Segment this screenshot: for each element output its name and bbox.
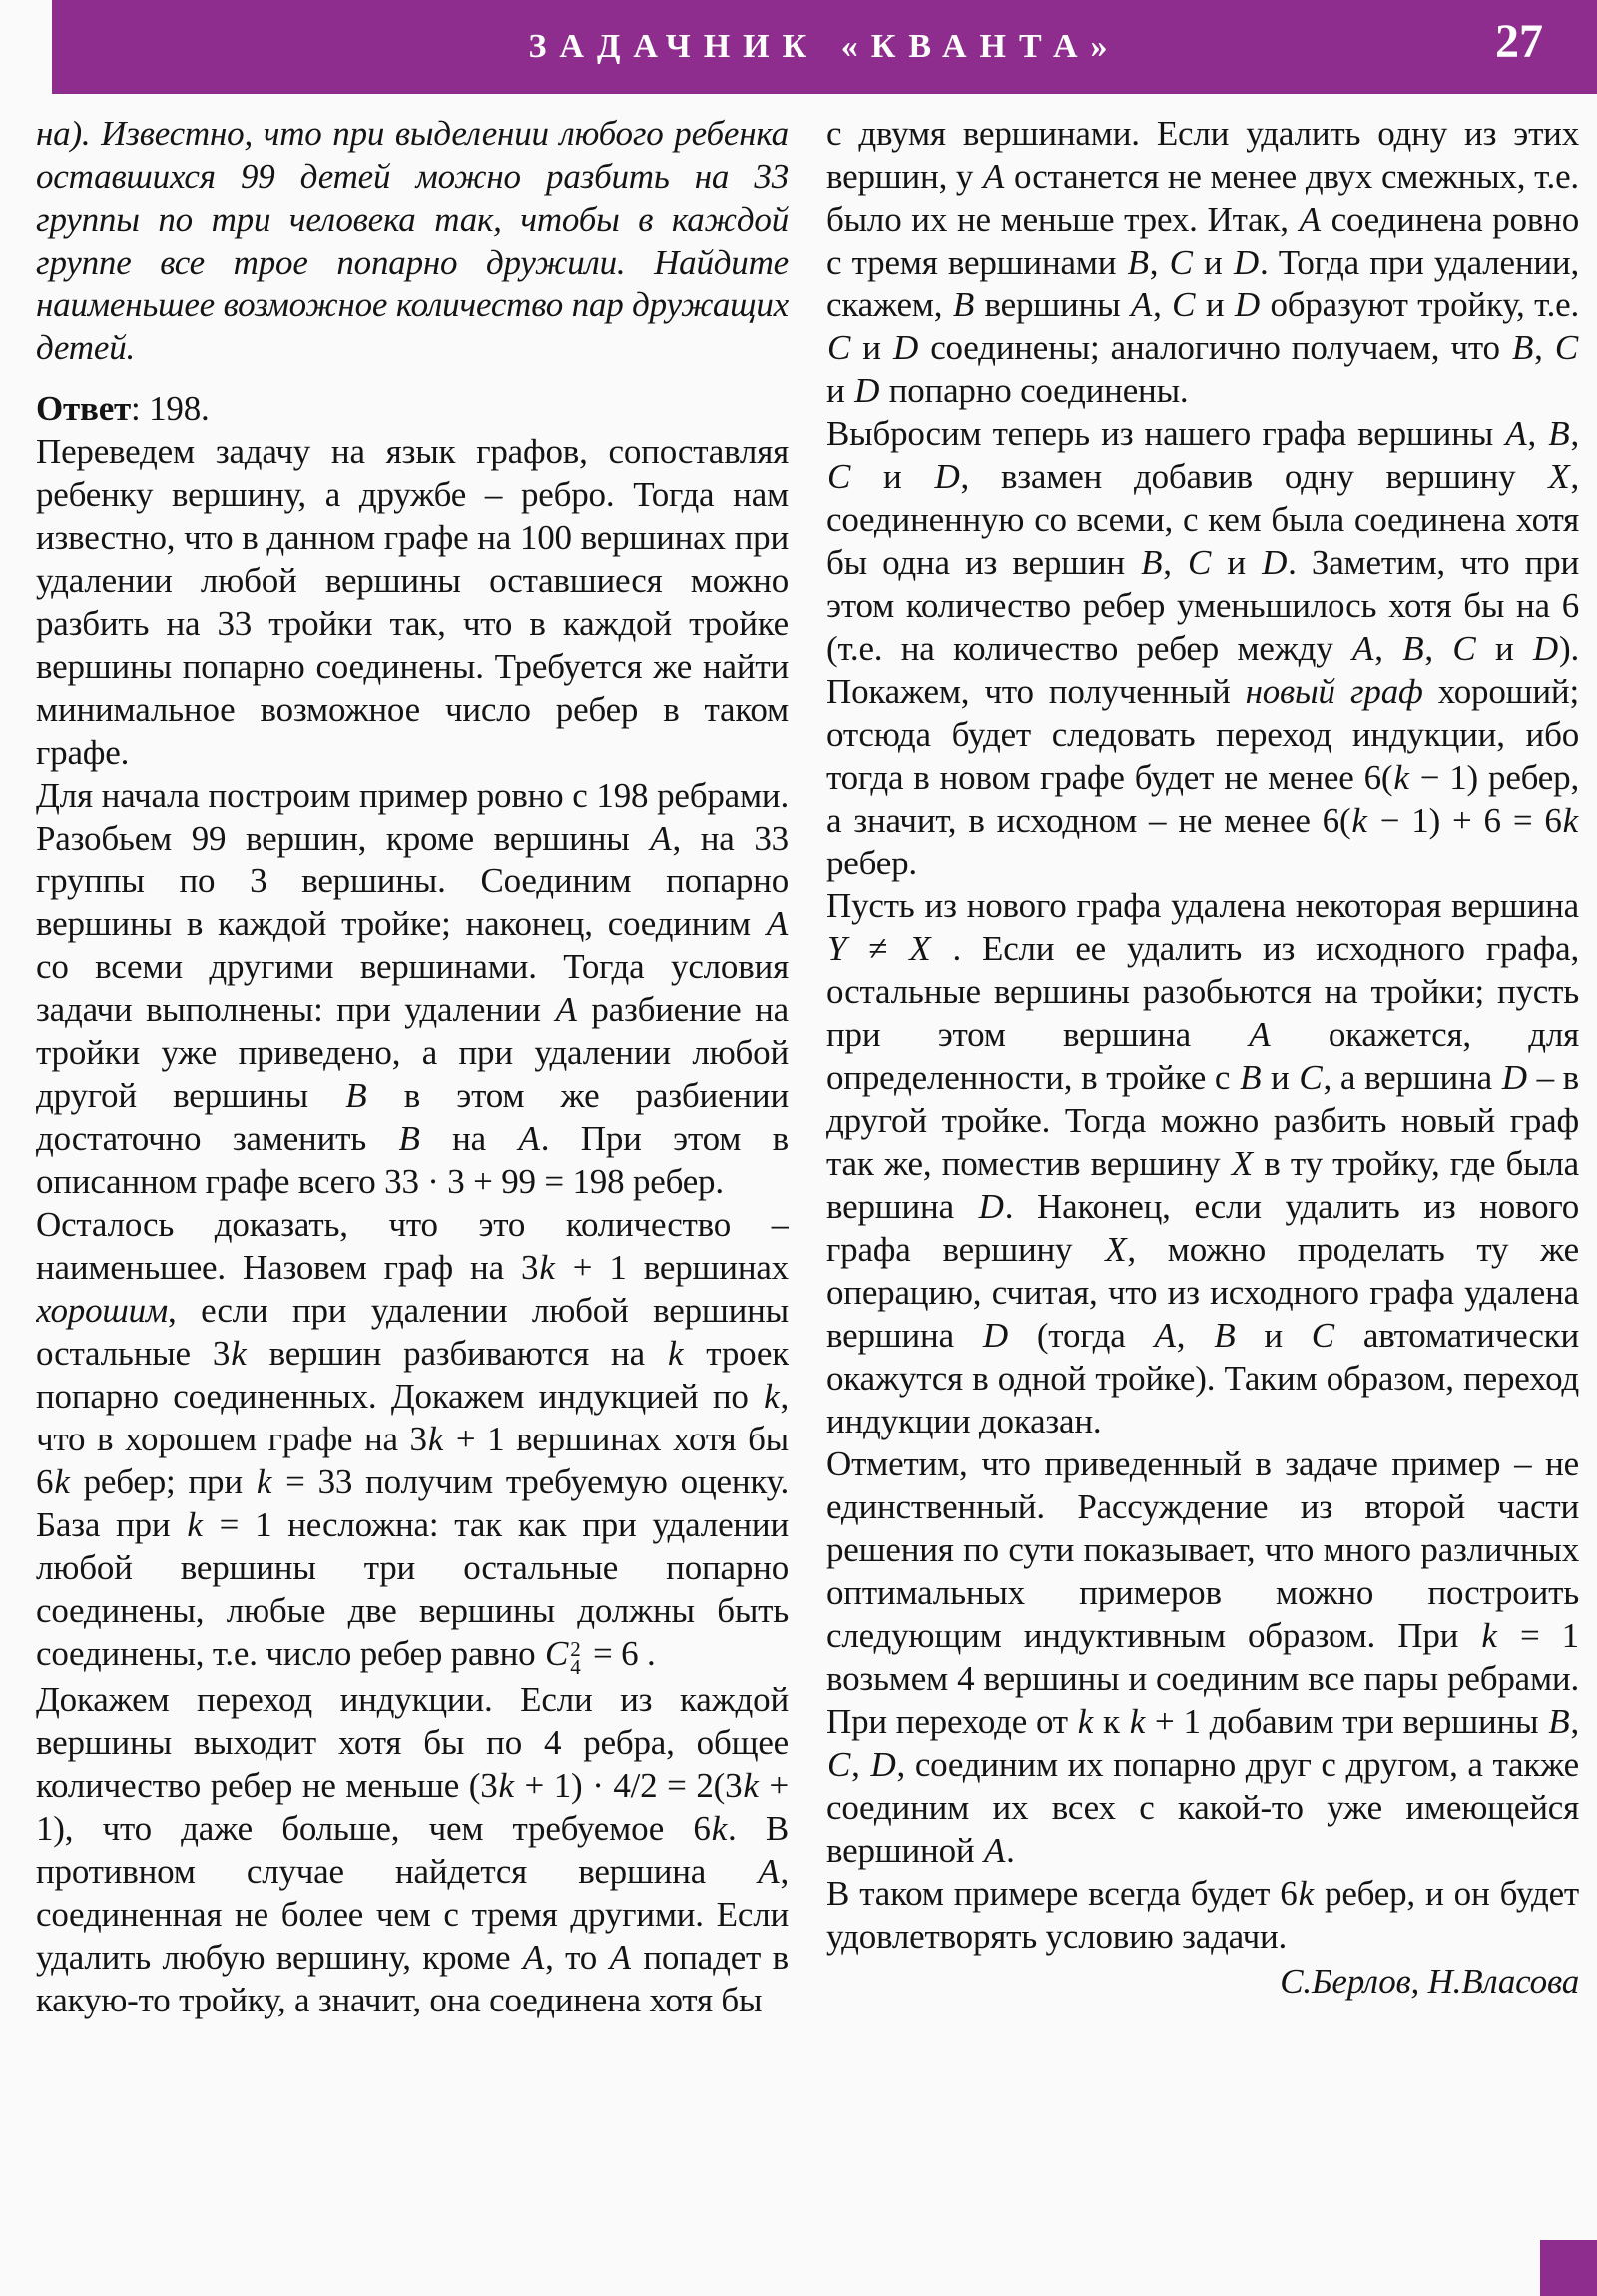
text-run: Докажем переход индукции. Если из каждой вершины выходит хотя бы по 4 ребра, общее количество ребер не меньше (3: [36, 1680, 789, 1806]
text-run: B: [1511, 328, 1534, 367]
text-run: k: [1351, 801, 1367, 840]
text-run: k: [187, 1505, 203, 1544]
text-run: k: [764, 1377, 780, 1416]
section-title: ЗАДАЧНИК «КВАНТА»: [528, 28, 1121, 65]
text-run: . Наконец, если удалить из нового графа вершину: [826, 1187, 1579, 1269]
text-run: . Заметим, что при этом количество ребер уменьшилось хотя бы на 6 (т.е. на количество ребер между: [826, 543, 1579, 668]
text-run: X: [1231, 1144, 1253, 1183]
text-run: . В противном случае найдется вершина: [36, 1809, 789, 1892]
paragraph: [36, 112, 789, 369]
text-run: ,: [1163, 543, 1188, 582]
text-run: соединена ровно с тремя вершинами: [826, 200, 1579, 282]
text-run: образуют тройку, т.е.: [1260, 286, 1579, 324]
text-run: новый граф: [1245, 672, 1423, 711]
text-run: k: [1077, 1702, 1094, 1741]
text-run: = 33 получим требуемую оценку. База при: [36, 1462, 789, 1544]
text-run: k: [743, 1766, 759, 1806]
text-run: A: [522, 1938, 545, 1978]
paragraph: [826, 884, 1579, 1442]
paragraph: [36, 1203, 789, 1678]
text-run: A: [766, 904, 788, 943]
text-run: Выбросим теперь из нашего графа вершины: [826, 414, 1505, 453]
signature: [826, 1960, 1579, 2003]
text-run: В таком примере всегда будет 6: [826, 1874, 1298, 1913]
text-run: C: [1188, 543, 1212, 582]
text-run: вершин разбиваются на: [247, 1334, 667, 1373]
text-run: вершины: [975, 286, 1130, 324]
text-run: C: [545, 1634, 569, 1673]
text-run: ,: [1374, 629, 1402, 668]
text-run: = 6 .: [584, 1634, 656, 1673]
text-run: k: [1129, 1702, 1146, 1741]
text-run: в этом же разбиении достаточно заменить: [36, 1076, 789, 1158]
text-run: A: [650, 819, 672, 858]
paragraph: [826, 412, 1579, 884]
text-run: A: [609, 1938, 631, 1978]
text-run: Осталось доказать, что это количество – наименьшее. Назовем граф на 3: [36, 1205, 789, 1287]
text-run: + 1 добавим три вершины: [1146, 1702, 1548, 1741]
text-run: B: [1214, 1316, 1236, 1355]
text-run: A: [983, 1831, 1006, 1870]
text-run: C: [827, 457, 851, 496]
text-run: к: [1094, 1702, 1129, 1741]
text-run: D: [1262, 543, 1288, 582]
text-run: − 1) ребер, а значит, в исходном – не менее 6(: [826, 758, 1579, 840]
header-band: [52, 0, 1597, 94]
text-run: = 1 возьмем 4 вершины и соединим все пары ребрами. При переходе от: [826, 1616, 1579, 1741]
text-run: , соединим их попарно друг с другом, а также соединим их всех с какой-то уже имеющейся вершиной: [826, 1745, 1579, 1870]
text-run: A: [1505, 414, 1527, 453]
text-run: ). Покажем, что полученный: [826, 629, 1579, 711]
paragraph: [826, 112, 1579, 412]
text-run: и: [851, 328, 892, 367]
text-run: ,: [1570, 1702, 1579, 1741]
text-run: C: [1311, 1316, 1334, 1355]
text-run: и: [826, 371, 854, 410]
text-run: Отметим, что приведенный в задаче пример – не единственный. Рассуждение из второй части решения по сути показывает, что много различных оптимальных примеров можно построить следующим индуктивным образом. При: [826, 1444, 1579, 1655]
text-run: и: [1196, 286, 1234, 324]
text-run: D: [870, 1745, 896, 1784]
text-run: Пусть из нового графа удалена некоторая вершина: [826, 886, 1579, 925]
text-run: Ответ: [36, 389, 132, 428]
text-run: A: [518, 1119, 540, 1158]
text-run: k: [54, 1462, 70, 1501]
text-run: C: [1172, 286, 1196, 324]
text-run: – в другой тройке. Тогда можно разбить новый граф так же, поместив вершину: [826, 1058, 1579, 1183]
text-run: A: [1299, 200, 1321, 239]
text-run: X: [909, 929, 931, 968]
text-run: + 1), что даже больше, чем требуемое 6: [36, 1766, 789, 1849]
text-run: B: [1127, 243, 1149, 282]
text-run: A: [555, 990, 577, 1029]
text-run: , а вершина: [1323, 1058, 1501, 1097]
corner-marker: [1540, 2240, 1597, 2296]
text-run: k: [711, 1809, 728, 1849]
text-run: троек попарно соединенных. Докажем индукцией по: [36, 1334, 789, 1416]
text-run: k: [427, 1420, 444, 1458]
text-run: попарно соединены.: [880, 371, 1189, 410]
text-run: на: [420, 1119, 518, 1158]
text-run: , то: [545, 1938, 609, 1978]
text-run: , соединенную со всеми, с кем была соединена хотя бы одна из вершин: [826, 457, 1579, 582]
text-run: k: [498, 1766, 514, 1806]
text-run: со всеми другими вершинами. Тогда условия задачи выполнены: при удалении: [36, 947, 789, 1029]
text-run: ,: [1534, 328, 1554, 367]
text-run: k: [256, 1462, 272, 1501]
text-run: окажется, для определенности, в тройке с: [826, 1015, 1579, 1097]
text-run: B: [1548, 414, 1570, 453]
text-run: C: [1169, 243, 1193, 282]
text-run: на). Известно, что при выделении любого ребенка оставшихся 99 детей можно разбить на 33 группы по три человека так, чтобы в каждой группе все трое попарно дружили. Найдите наименьшее возможное количество пар дружащих детей.: [36, 114, 789, 367]
right-column: [826, 112, 1579, 2288]
text-run: ,: [1176, 1316, 1214, 1355]
text-run: ребер; при: [70, 1462, 256, 1501]
text-run: , на 33 группы по 3 вершины. Соединим попарно вершины в каждой тройке; наконец, соединим: [36, 819, 789, 943]
text-run: D: [934, 457, 960, 496]
text-run: Для начала построим пример ровно с 198 ребрами. Разобьем 99 вершин, кроме вершины: [36, 776, 789, 858]
text-run: ,: [851, 1745, 870, 1784]
page-number: 27: [1495, 15, 1543, 68]
text-run: , можно проделать ту же операцию, считая, что из исходного графа удалена вершина: [826, 1230, 1579, 1355]
text-run: k: [539, 1248, 555, 1287]
text-run: D: [1532, 629, 1558, 668]
text-run: B: [1240, 1058, 1262, 1097]
text-run: k: [1298, 1874, 1314, 1913]
text-run: останется не менее двух смежных, т.е. было их не меньше трех. Итак,: [826, 157, 1579, 239]
text-run: D: [1501, 1058, 1527, 1097]
text-run: C: [1452, 629, 1476, 668]
text-run: разбиение на тройки уже приведено, а при удалении любой другой вершины: [36, 990, 789, 1115]
text-run: ,: [1424, 629, 1452, 668]
text-run: , что в хорошем графе на 3: [36, 1377, 789, 1458]
text-run: B: [398, 1119, 420, 1158]
text-run: с двумя вершинами. Если удалить одну из этих вершин, у: [826, 114, 1579, 196]
paragraph: [36, 387, 789, 430]
text-run: автоматически окажутся в одной тройке). Таким образом, переход индукции доказан.: [826, 1316, 1579, 1440]
text-run: + 1 вершинах хотя бы 6: [36, 1420, 789, 1501]
text-run: C: [1299, 1058, 1323, 1097]
text-run: . Тогда при удалении, скажем,: [826, 243, 1579, 324]
text-run: ,: [1149, 243, 1169, 282]
text-run: B: [345, 1076, 367, 1115]
text-run: . При этом в описанном графе всего 33 · 3 + 99 = 198 ребер.: [36, 1119, 789, 1201]
text-run: + 1) · 4/2 = 2(3: [514, 1766, 743, 1806]
text-run: и: [1236, 1316, 1311, 1355]
text-run: , если при удалении любой вершины остальные 3: [36, 1291, 789, 1373]
text-run: D: [978, 1187, 1004, 1226]
text-run: .: [1006, 1831, 1015, 1870]
text-run: B: [1141, 543, 1163, 582]
text-run: D: [982, 1316, 1008, 1355]
superscript: 2: [570, 1636, 581, 1661]
text-run: D: [854, 371, 880, 410]
text-run: k: [1393, 758, 1409, 797]
text-run: C: [1554, 328, 1578, 367]
text-run: A: [1249, 1015, 1271, 1054]
text-run: и: [1262, 1058, 1299, 1097]
left-column: [36, 112, 789, 2288]
paragraph: [36, 430, 789, 774]
text-run: k: [231, 1334, 247, 1373]
text-run: D: [892, 328, 919, 367]
text-run: k: [1481, 1616, 1497, 1655]
text-run: ребер.: [826, 844, 917, 882]
text-run: ,: [1570, 414, 1579, 453]
subscript: 4: [570, 1655, 581, 1680]
text-run: = 1 несложна: так как при удалении любой вершины три остальные попарно соединены, любые две вершины должны быть соединены, т.е. число ребер равно: [36, 1505, 789, 1673]
text-run: B: [1548, 1702, 1570, 1741]
paragraph: [36, 1678, 789, 2021]
text-run: соединены; аналогично получаем, что: [919, 328, 1511, 367]
text-run: A: [758, 1852, 780, 1892]
text-run: хороший; отсюда будет следовать переход индукции, ибо тогда в новом графе будет не менее 6(: [826, 672, 1579, 797]
text-run: C: [827, 328, 851, 367]
text-run: ≠: [847, 929, 909, 968]
text-run: X: [1548, 457, 1570, 496]
paragraph: [36, 774, 789, 1203]
text-run: С.Берлов, Н.Власова: [1280, 1962, 1579, 2001]
text-run: A: [1130, 286, 1153, 324]
text-run: + 1 вершинах: [555, 1248, 789, 1287]
text-run: X: [1105, 1230, 1127, 1269]
text-run: и: [1193, 243, 1233, 282]
text-run: ,: [1153, 286, 1172, 324]
text-run: (тогда: [1008, 1316, 1154, 1355]
text-run: попадет в какую-то тройку, а значит, она соединена хотя бы: [36, 1938, 789, 2020]
formula-scripts: [570, 1636, 581, 1680]
text-run: A: [1154, 1316, 1176, 1355]
text-run: в ту тройку, где была вершина: [826, 1144, 1579, 1226]
text-run: D: [1233, 243, 1259, 282]
text-run: . Если ее удалить из исходного графа, остальные вершины разобьются на тройки; пусть при этом вершина: [826, 929, 1579, 1054]
text-run: C: [827, 1745, 851, 1784]
text-run: ребер, и он будет удовлетворять условию задачи.: [826, 1874, 1579, 1956]
text-run: и: [1212, 543, 1262, 582]
text-run: и: [851, 457, 934, 496]
text-run: B: [1402, 629, 1424, 668]
text-run: − 1) + 6 = 6: [1367, 801, 1562, 840]
text-run: и: [1476, 629, 1532, 668]
text-run: B: [952, 286, 974, 324]
text-run: , соединенная не более чем с тремя другими. Если удалить любую вершину, кроме: [36, 1852, 789, 1978]
text-run: k: [1562, 801, 1578, 840]
text-run: ,: [1527, 414, 1548, 453]
text-run: , взамен добавив одну вершину: [960, 457, 1548, 496]
paragraph: [826, 1872, 1579, 1958]
text-run: k: [667, 1334, 684, 1373]
text-run: Y: [827, 929, 847, 968]
text-run: хорошим: [36, 1291, 169, 1330]
text-run: : 198.: [131, 389, 210, 428]
text-run: A: [1352, 629, 1374, 668]
text-run: Переведем задачу на язык графов, сопоставляя ребенку вершину, а дружбе – ребро. Тогда нам известно, что в данном графе на 100 вершинах при удалении любой вершины оставшиеся можно разбить на 33 тройки так, что в каждой тройке вершины попарно соединены. Требуется же найти минимальное возможное число ребер в таком графе.: [36, 432, 789, 772]
text-run: D: [1234, 286, 1260, 324]
text-run: A: [983, 157, 1005, 196]
paragraph: [826, 1442, 1579, 1872]
